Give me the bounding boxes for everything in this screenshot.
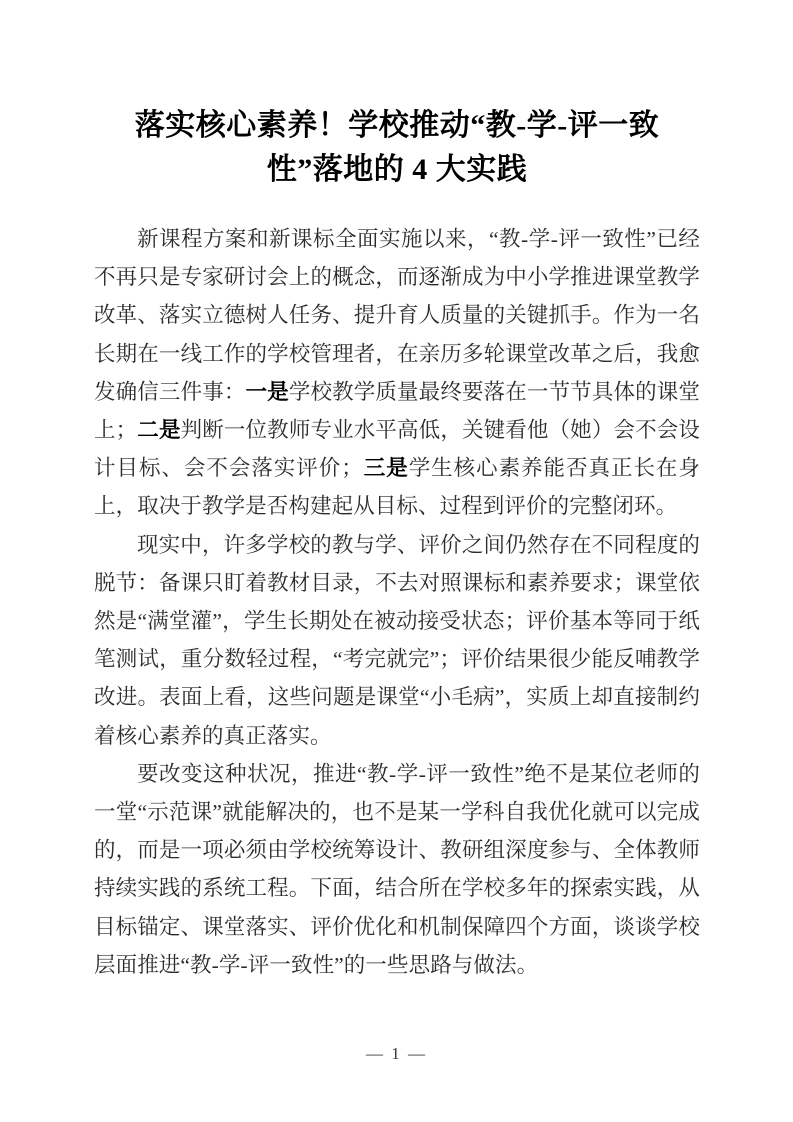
paragraph-2: [94, 526, 700, 755]
page-number-marker: — 1 —: [366, 1044, 427, 1063]
page-title-line-1: 落实核心素养！学校推动“教-学-评一致: [134, 109, 660, 142]
document-body: [94, 220, 700, 984]
text-run: 判断一位教师专业水平高低，关键看他（她）会不会设计目标、会不会落实评价；: [94, 418, 701, 481]
page-footer: [0, 1044, 793, 1064]
page-title: [94, 0, 700, 192]
text-run: 学校教学质量最终要落在一节节具体的课堂上；: [94, 379, 701, 443]
text-run: 要改变这种状况，推进“教-学-评一致性”绝不是某位老师的一堂“示范课”就能解决的，也不是某一学科自我优化就可以完成的，而是一项必须由学校统筹设计、教研组深度参与、全体教师持续实践的系统工程。下面，结合所在学校多年的探索实践，从目标锚定、课堂落实、评价优化和机制保障四个方面，谈谈学校层面推进“教-学-评一致性”的一些思路与做法。: [94, 761, 700, 977]
emphasis-run: 一是: [245, 379, 289, 404]
text-run: 学生核心素养能否真正长在身上，取决于教学是否构建起从目标、过程到评价的完整闭环。: [94, 456, 701, 519]
paragraph-1: [94, 220, 700, 526]
text-run: 现实中，许多学校的教与学、评价之间仍然存在不同程度的脱节：备课只盯着教材目录，不去对照课标和素养要求；课堂依然是“满堂灌”，学生长期处在被动接受状态；评价基本等同于纸笔测试，重分数轻过程，“考完就完”；评价结果很少能反哺教学改进。表面上看，这些问题是课堂“小毛病”，实质上却直接制约着核心素养的真正落实。: [94, 532, 700, 748]
text-run: 新课程方案和新课标全面实施以来，“教-学-评一致性”已经不再只是专家研讨会上的概念，而逐渐成为中小学推进课堂教学改革、落实立德树人任务、提升育人质量的关键抓手。作为一名长期在一线工作的学校管理者，在亲历多轮课堂改革之后，我愈发确信三件事：: [94, 227, 700, 404]
page-title-line-2: 性”落地的 4 大实践: [266, 153, 528, 186]
document-content-area: [94, 0, 700, 984]
emphasis-run: 三是: [362, 456, 409, 481]
paragraph-3: [94, 755, 700, 984]
emphasis-run: 二是: [137, 418, 181, 443]
